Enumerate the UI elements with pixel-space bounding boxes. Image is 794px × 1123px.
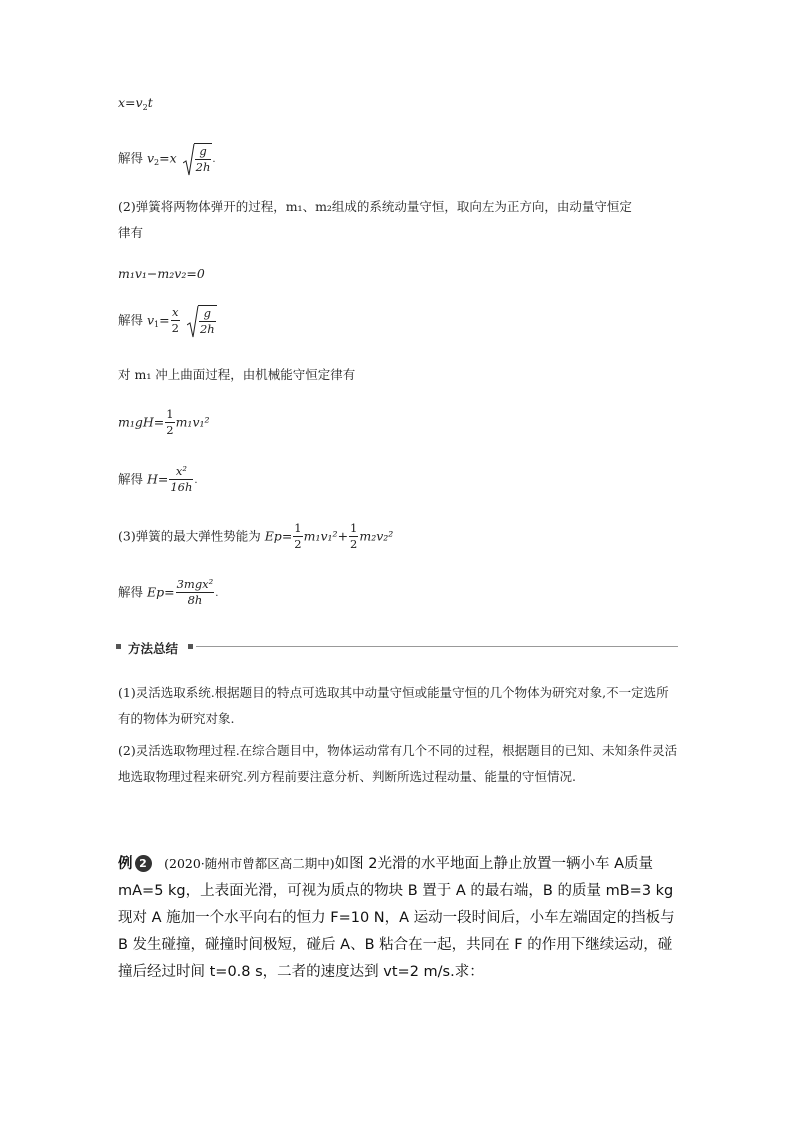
denominator: 8h [187,593,203,607]
equation-energy [118,408,210,437]
example-2 [118,850,680,986]
equation-x-v2t [118,97,153,110]
text: (2)弹簧将两物体弹开的过程，m₁、m₂组成的系统动量守恒，取向左为正方向，由动量守恒定 [118,199,632,214]
method-summary-title: 方法总结 [128,641,179,656]
numerator: x [172,305,179,319]
period: . [215,588,219,599]
fraction-half-2 [349,522,358,551]
method-point-1: (1)灵活选取系统.根据题目的特点可选取其中动量守恒或能量守恒的几个物体为研究对象,不一定选所有的物体为研究对象. [118,685,669,726]
period: . [194,475,198,486]
prefix: 解得 [118,150,147,166]
example-source: (2020·随州市曾都区高二期中) [164,856,335,871]
numerator: 1 [350,521,358,535]
text: 对 m₁ 冲上曲面过程，由机械能守恒定律有 [118,367,356,382]
solution-v2 [118,143,216,174]
eq-t: t [147,95,153,110]
denominator: 2 [294,537,302,551]
prefix: 解得 [118,312,147,328]
eq: =x [159,150,177,166]
period: . [212,154,216,165]
fraction-half-1 [293,522,302,551]
method-summary-header [116,639,678,655]
denominator: 2 [166,423,174,437]
denominator: 2h [199,322,215,336]
sqrt [183,143,216,174]
denominator: 16h [170,480,193,494]
lhs: Ep= [264,528,293,544]
fraction-x-2 [171,306,180,335]
eq-sub: 2 [142,103,148,112]
eq: = [159,312,170,328]
radical-sign [187,305,199,339]
fraction [176,578,215,607]
square-bullet-icon [188,644,193,649]
prefix: (3)弹簧的最大弹性势能为 [118,528,265,544]
numerator: g [195,145,212,160]
rhs: m₁v₁² [175,414,210,430]
lhs: v [146,312,155,328]
prefix: 解得 [118,471,147,487]
sqrt [187,305,217,336]
denominator: 2 [350,537,358,551]
lhs: Ep= [146,584,175,600]
example-text: 如图 2光滑的水平地面上静止放置一辆小车 A质量 mA=5 kg，上表面光滑，可视为质点的物块 B 置于 A 的最右端，B 的质量 mB=3 kg现对 A 施加一个水平向右的恒力 F=10 N，A 运动一段时间后，小车左端固定的挡板与 B 发生碰撞，碰撞时间极短，碰后 A、B 粘合在一起，共同在 F 的作用下继续运动，碰撞后经过时间 t=0.8 s，二者的速度达到 vt=2 m/s.求： [118,856,675,980]
lhs: v [146,150,155,166]
denominator: 2h [195,160,211,174]
term2: m₂v₂² [359,528,394,544]
fraction [199,307,216,336]
method-point-2: (2)灵活选取物理过程.在综合题目中，物体运动常有几个不同的过程，根据题目的已知、未知条件灵活地选取物理过程来研究.列方程前要注意分析、判断所选过程动量、能量的守恒情况. [118,743,678,784]
paragraph-momentum [118,201,632,214]
numerator: 1 [166,407,174,421]
denominator: 2 [171,321,179,335]
numerator: 1 [294,521,302,535]
prefix: 解得 [118,584,147,600]
text: m₁v₁−m₂v₂=0 [118,266,205,281]
solution-H [118,465,198,494]
paragraph-energy [118,369,355,382]
equation-momentum [118,268,205,281]
solution-Ep [118,578,218,607]
divider [196,646,678,647]
lhs: H= [146,471,169,487]
paragraph-max-potential [118,522,393,551]
fraction [195,145,212,174]
fraction-half [165,408,174,437]
lhs: m₁gH= [118,414,165,430]
lhs-sub: 1 [154,320,160,329]
numerator: x² [169,465,193,480]
square-bullet-icon [116,644,121,649]
example-number-badge: 2 [135,855,152,872]
lhs-sub: 2 [154,158,160,167]
numerator: g [199,307,216,322]
example-label: 例 [118,856,133,872]
paragraph-momentum-cont [118,227,143,240]
fraction [169,465,193,494]
solution-v1 [118,305,217,336]
numerator: 3mgx² [176,577,214,591]
radical-sign [183,143,195,177]
term1: m₁v₁²+ [303,528,349,544]
eq-text: x=v [118,95,143,110]
text: 律有 [118,225,144,240]
